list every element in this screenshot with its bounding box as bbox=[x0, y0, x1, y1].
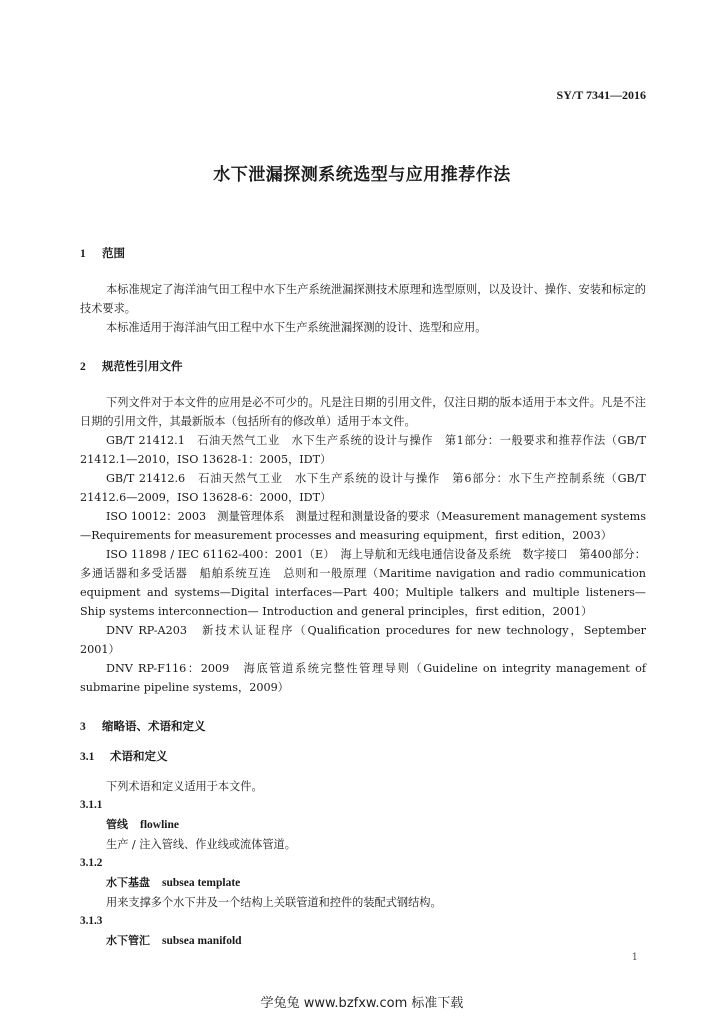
paragraph: 下列文件对于本文件的应用是必不可少的。凡是注日期的引用文件，仅注日期的版本适用于本文件。凡是不注日期的引用文件，其最新版本（包括所有的修改单）适用于本文件。 bbox=[80, 396, 646, 428]
term-english: flowline bbox=[140, 819, 179, 831]
subsection-3-1-heading bbox=[80, 747, 646, 767]
term-entry bbox=[80, 815, 646, 835]
section-title: 规范性引用文件 bbox=[102, 359, 183, 373]
term-number: 3.1.3 bbox=[80, 915, 103, 927]
reference-item: DNV RP-F116：2009 海底管道系统完整性管理导则（Guideline on integrity management of submarine pipeline systems，2009） bbox=[80, 662, 646, 694]
term-number: 3.1.2 bbox=[80, 857, 103, 869]
section-title: 缩略语、术语和定义 bbox=[102, 719, 206, 733]
section-title: 范围 bbox=[102, 246, 125, 260]
paragraph: 下列术语和定义适用于本文件。 bbox=[106, 780, 263, 793]
standard-code: SY/T 7341—2016 bbox=[556, 88, 646, 102]
document-title: 水下泄漏探测系统选型与应用推荐作法 bbox=[213, 165, 511, 185]
subsection-title: 术语和定义 bbox=[110, 749, 168, 763]
term-chinese: 管线 bbox=[106, 818, 128, 831]
term-english: subsea manifold bbox=[162, 935, 242, 947]
paragraph: 本标准适用于海洋油气田工程中水下生产系统泄漏探测的设计、选型和应用。 bbox=[106, 321, 487, 334]
term-entry bbox=[80, 931, 646, 951]
reference-item: ISO 11898 / IEC 61162-400：2001（E） 海上导航和无线电通信设备及系统 数字接口 第400部分：多通话器和多受话器 船舶系统互连 总则和一般原理（Maritime navigation and radio communication equipment and systems—Digital interfaces—Part 400；Multiple talkers and multiple listeners— Ship systems interconnection— Introduction and general principles，first edition，2001） bbox=[80, 548, 646, 618]
term-entry bbox=[80, 873, 646, 893]
section-number: 2 bbox=[80, 361, 86, 373]
term-english: subsea template bbox=[162, 877, 241, 889]
reference-item: ISO 10012：2003 测量管理体系 测量过程和测量设备的要求（Measurement management systems —Requirements for measurement processes and measuring equipment，first edition，2003） bbox=[80, 510, 646, 542]
term-definition: 生产 / 注入管线、作业线或流体管道。 bbox=[106, 838, 296, 851]
document-body bbox=[80, 244, 646, 951]
term-chinese: 水下管汇 bbox=[106, 934, 150, 947]
paragraph: 本标准规定了海洋油气田工程中水下生产系统泄漏探测技术原理和选型原则，以及设计、操作、安装和标定的技术要求。 bbox=[80, 283, 646, 315]
reference-item: DNV RP-A203 新技术认证程序（Qualification procedures for new technology，September 2001） bbox=[80, 624, 646, 656]
reference-item: GB/T 21412.1 石油天然气工业 水下生产系统的设计与操作 第1部分：一般要求和推荐作法（GB/T 21412.1—2010，ISO 13628-1：2005，IDT） bbox=[80, 434, 646, 466]
term-definition: 用来支撑多个水下井及一个结构上关联管道和控件的装配式钢结构。 bbox=[106, 896, 442, 909]
section-3-heading bbox=[80, 717, 646, 737]
page-number: 1 bbox=[631, 952, 638, 963]
subsection-number: 3.1 bbox=[80, 751, 95, 763]
reference-item: GB/T 21412.6 石油天然气工业 水下生产系统的设计与操作 第6部分：水下生产控制系统（GB/T 21412.6—2009，ISO 13628-6：2000，IDT） bbox=[80, 472, 646, 504]
section-1-heading bbox=[80, 244, 646, 264]
term-number: 3.1.1 bbox=[80, 799, 103, 811]
footer-watermark: 学兔兔 www.bzfxw.com 标准下载 bbox=[260, 996, 464, 1011]
section-2-heading bbox=[80, 357, 646, 377]
section-number: 3 bbox=[80, 721, 86, 733]
term-chinese: 水下基盘 bbox=[106, 876, 150, 889]
section-number: 1 bbox=[80, 248, 86, 260]
